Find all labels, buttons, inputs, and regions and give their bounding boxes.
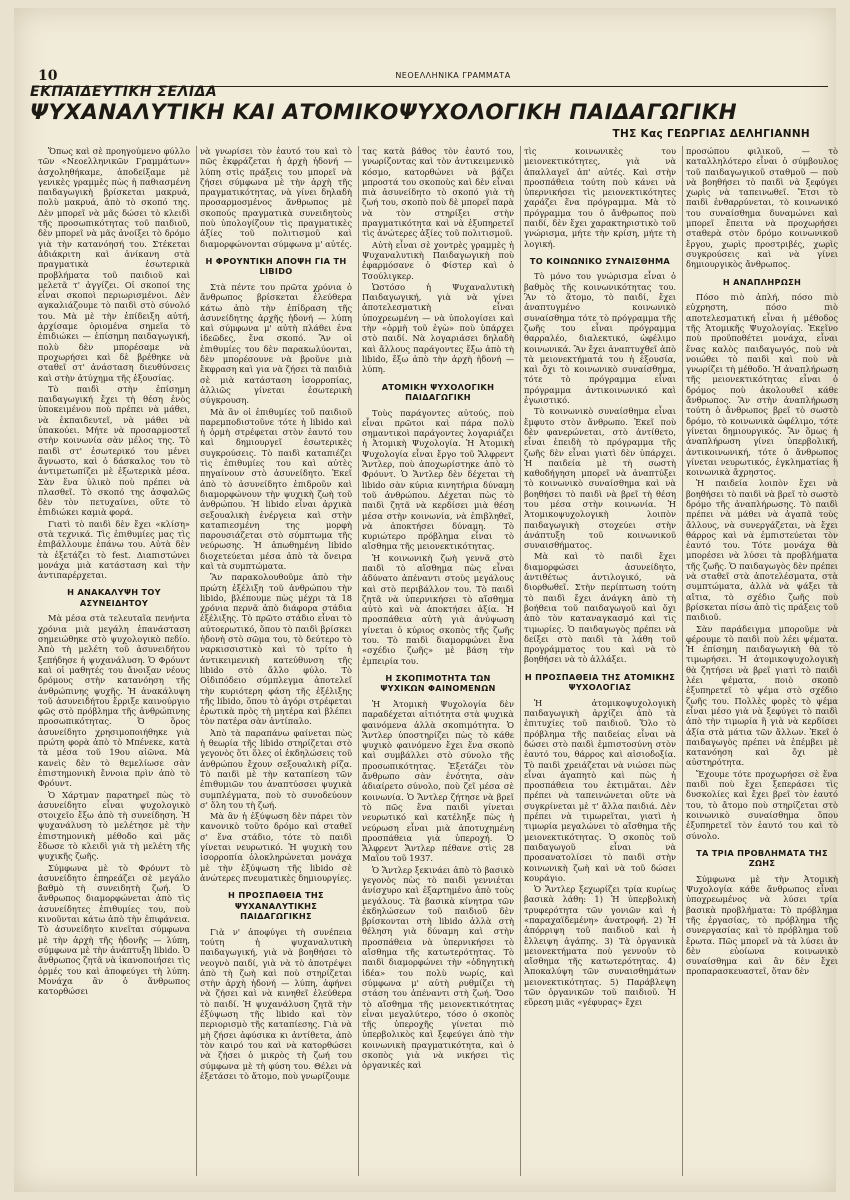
text-column-5 (686, 146, 838, 1181)
article-title: ΨΥΧΑΝΑΛΥΤΙΚΗ ΚΑΙ ΑΤΟΜΙΚΟΨΥΧΟΛΟΓΙΚΗ ΠΑΙΔΑΓΩΓΙΚΗ (30, 100, 737, 125)
paragraph: Ἀπὸ τὰ παραπάνω φαίνεται πὼς ἡ θεωρία τῆς libido στηρίζεται στὸ γεγονὸς ὅτι ὅλες οἱ ἐκδηλώσεις τοῦ ἀνθρώπου ἔχουν σεξουαλικὴ ρίζα. Τὸ παιδὶ μὲ τὴν καταπίεση τῶν ἐπιθυμιῶν του ἀναπτύσσει ψυχικὰ συμπλέγματα, ποὺ τὸ συνοδεύουν σ' ὅλη του τὴ ζωή. (200, 727, 352, 810)
paragraph: Ἔχουμε τότε προχωρήσει σὲ ἕνα παιδὶ ποὺ ἔχει ξεπεράσει τὶς δυσκολίες καὶ ἔχει βρεῖ τὸν ἑαυτό του, τὸ ἄτομο ποὺ στηρίζεται στὸ κοινωνικὸ συναίσθημα ὅπου ἐξυπηρετεῖ τὸν ἑαυτό του καὶ τὸ σύνολο. (686, 768, 838, 841)
column-divider (358, 146, 359, 1176)
subheading: ΤΟ ΚΟΙΝΩΝΙΚΟ ΣΥΝΑΙΣΘΗΜΑ (529, 255, 671, 266)
paragraph: Ὁ Ἄντλερ ξεχωρίζει τρία κυρίως βασικὰ λάθη: 1) Ἡ ὑπερβολικὴ τρυφερότητα τῶν γονιῶν καὶ ἡ «παραχαϊδεμένη» ἀνατροφή. 2) Ἡ ἀπόρριψη τοῦ παιδιοῦ καὶ ἡ ἔλλειψη ἀγάπης. 3) Τὰ ὀργανικὰ μειονεκτήματα ποὺ γεννοῦν τὸ αἴσθημα τῆς κατωτερότητας. 4) Ἀποκαλύψη τῶν συναισθημάτων μειονεκτικότητας. 5) Παράβλεψη τῶν ὀργανικῶν τοῦ παιδιοῦ. Ἡ εὕρεση μιᾶς «γέφυρας» ἔχει (524, 884, 676, 1008)
column-divider (196, 146, 197, 1176)
journal-title: ΝΕΟΕΛΛΗΝΙΚΑ ΓΡΑΜΜΑΤΑ (395, 71, 511, 80)
paragraph: Αὐτὴ εἶναι σὲ χοντρὲς γραμμὲς ἡ Ψυχαναλυτικὴ Παιδαγωγικὴ ποὺ ἐφαρμόσανε ὁ Φίστερ καὶ ὁ Τσούλιγκερ. (362, 239, 514, 281)
paragraph: Τὸ κοινωνικὸ συναίσθημα εἶναι ἔμφυτο στὸν ἄνθρωπο. Ἐκεῖ ποὺ δὲν φανερώνεται, στὸ ἀντίθετο, εἶναι ἐπειδὴ τὸ πρόγραμμα τῆς ζωῆς δὲν εἶναι γιατὶ δὲν ὑπάρχει. Ἡ παιδεία μὲ τὴ σωστὴ καθοδήγηση μπορεῖ νὰ ἀναπτύξει τὸ κοινωνικὸ συναίσθημα καὶ νὰ βοηθήσει τὸ παιδὶ νὰ βρεῖ τὴ θέση του μέσα στὴν κοινωνία. Ἡ Ἀτομικοψυχολογικὴ λοιπὸν παιδαγωγικὴ στοχεύει στὴν ἀνάπτυξη τοῦ κοινωνικοῦ συναισθήματος. (524, 406, 676, 551)
paragraph: Σύμφωνα μὲ τὴν Ἀτομικὴ Ψυχολογία κάθε ἄνθρωπος εἶναι ὑποχρεωμένος νὰ λύσει τρία βασικὰ προβλήματα: Τὸ πρόβλημα τῆς ἐργασίας, τὸ πρόβλημα τῆς συνεργασίας καὶ τὸ πρόβλημα τοῦ ἔρωτα. Πῶς μπορεῖ νὰ τὰ λύσει ἀν δὲν εὐοίωνα κοινωνικὸ συναίσθημα καὶ ἂν δὲν ἔχει προπαρασκευαστεῖ, ὅταν δὲν (686, 873, 838, 977)
paragraph: Ὁ Χάρτμαν παρατηρεῖ πὼς τὸ ἀσυνείδητο εἶναι ψυχολογικὸ στοιχεῖο ἔξω ἀπὸ τὴ συνείδηση. Ἡ ψυχανάλυση τὸ μελέτησε μὲ τὴν ἐπιστημονικὴ μέθοδο καὶ μᾶς ἔδωσε τὸ κλειδὶ γιὰ τὴ μελέτη τῆς ψυχικῆς ζωῆς. (38, 789, 190, 862)
paragraph: Ὁ Ἄντλερ ξεκινάει ἀπὸ τὸ βασικὸ γεγονὸς πὼς τὸ παιδὶ γεννιέται ἀνίσχυρο καὶ ἐξαρτημένο ἀπὸ τοὺς μεγάλους. Τὰ βασικὰ κίνητρα τῶν ἐκδηλώσεων τοῦ παιδιοῦ δὲν βρίσκονται στὴ libido ἀλλὰ στὴ θέληση γιὰ δύναμη καὶ στὴν προσπάθεια νὰ ὑπερνικήσει τὸ αἴσθημα τῆς κατωτερότητας. Τὸ παιδὶ διαμορφώνει τὴν «ὁδηγητικὴ ἰδέα» του πολὺ νωρίς, καὶ σύμφωνα μ' αὐτὴ ρυθμίζει τὴ στάση του ἀπέναντι στὴ ζωή. Ὅσο τὸ αἴσθημα τῆς μειονεκτικότητας εἶναι μεγαλύτερο, τόσο ὁ σκοπὸς τῆς ὑπεροχῆς γίνεται πιὸ ὑπερβολικὸς καὶ ξεφεύγει ἀπὸ τὴν κοινωνικὴ πραγματικότητα, καὶ ὁ σκοπὸς γιὰ νὰ νικήσει τὶς ὀργανικές καὶ (362, 864, 514, 1071)
paragraph: Γιὰ ν' ἀποφύγει τὴ συνέπεια τούτη ἡ ψυχαναλυτικὴ παιδαγωγική, γιὰ νὰ βοηθήσει τὸ νεογνὸ παιδί, γιὰ νὰ τὸ ἀποτρέψει ἀπὸ τὴ ζωὴ καὶ ποὺ στηρίζεται στὴν ἀρχὴ ἡδονή — λύπη, ἀφήνει νὰ ζήσει καὶ νὰ κινηθεῖ ἐλεύθερα τὸ παιδί. Ἡ ψυχανάλυση ζητᾶ τὴν ἐξύψωση τῆς libido καὶ τὸν περιορισμὸ τῆς καταπίεσης. Γιὰ νὰ μὴ ζήσει ἀφύσικα κι ἀντίθετα, ἀπὸ τὸν καιρό του καὶ νὰ κατορθώσει νὰ ζήσει ὁ μικρὸς τὴ ζωή του σύμφωνα μὲ τὴ φύση του. Θέλει νὰ ἐξετάσει τὸ ἄτομο, ποὺ γνωρίζουμε (200, 926, 352, 1081)
subheading: Η ΑΝΑΚΑΛΥΨΗ ΤΟΥ ΑΣΥΝΕΙΔΗΤΟΥ (67, 587, 161, 608)
text-column-1 (38, 146, 190, 1181)
paragraph: Ἡ ἀτομικοψυχολογικὴ παιδαγωγικὴ ἀρχίζει ἀπὸ τὰ ἐπιτυχίες τοῦ παιδιοῦ. Ὅλο τὸ πρόβλημα τῆς παιδείας εἶναι νὰ δώσει στὸ παιδὶ ἐμπιστοσύνη στὸν ἑαυτό του, θάρρος καὶ αἰσιοδοξία. Τὸ παιδὶ χρειάζεται νὰ νιώσει πὼς εἶναι ἀγαπητὸ καὶ πὼς ἡ προσπάθεια του ἐκτιμᾶται. Δὲν πρέπει νὰ ταπεινώνεται οὔτε νὰ συγκρίνεται μὲ τ' ἄλλα παιδιά. Δὲν πρέπει νὰ τιμωρεῖται, γιατὶ ἡ τιμωρία μεγαλώνει τὸ αἴσθημα τῆς μειονεκτικότητας. Ὁ σκοπὸς τοῦ παιδαγωγοῦ εἶναι νὰ προσανατολίσει τὸ παιδὶ στὴν κοινωνικὴ ζωὴ καὶ νὰ τοῦ δώσει κουράγιο. (524, 697, 676, 883)
paragraph: τας κατὰ βάθος τὸν ἑαυτό του, γνωρίζοντας καὶ τὸν ἀντικειμενικὸ κόσμο, κατορθώνει νὰ βάζει μπροστά του σκοποὺς καὶ δὲν εἶναι πιὰ ἀσυνείδητο τὸ σκοπό γιὰ τὴ ζωή του, σκοπὸ ποὺ δὲ μπορεῖ παρὰ νὰ τὸν στηρίξει στὴν πραγματικότητα καὶ νὰ ἐξυπηρετεῖ τὶς ἀνώτερες ἀξίες τοῦ πολιτισμοῦ. (362, 146, 514, 239)
column-divider (520, 146, 521, 1176)
paragraph: Μὰ μέσα στὰ τελευταῖα πενήντα χρόνια μιὰ μεγάλη ἐπανάσταση σημειώθηκε στὸ ψυχολογικὸ πεδίο. Ἀπὸ τὴ μελέτη τοῦ ἀσυνειδήτου ξεπήδησε ἡ ψυχανάλυση. Ὁ Φρόυντ καὶ οἱ μαθητές του ἄνοιξαν νέους δρόμους στὴν κατανόηση τῆς ἀνθρώπινης ψυχῆς. Ἡ ἀνακάλυψη τοῦ ἀσυνειδήτου ἔρριξε καινούργιο φῶς στὸ πρόβλημα τῆς ἀνθρώπινης προσωπικότητας. Ὁ ὅρος ἀσυνείδητο χρησιμοποιήθηκε γιὰ πρώτη φορὰ ἀπὸ τὸ Μπένεκε, κατὰ τὰ μέσα τοῦ 19ου αἰῶνα. Μὰ κανεὶς δὲν τὸ θεμελίωσε σὰν ἐπιστημονικὴ ἔννοια πρὶν ἀπὸ τὸ Φρόυντ. (38, 613, 190, 789)
paragraph: Ἂν παρακολουθοῦμε ἀπὸ τὴν πρώτη ἐξέλιξη τοῦ ἀνθρώπου τὴν libido, βλέπουμε πὼς μέχρι τὰ 18 χρόνια περνᾶ ἀπὸ διάφορα στάδια ἐξέλιξης. Τὸ πρῶτο στάδιο εἶναι τὸ αὐτοερωτικό, ὅπου τὸ παιδὶ βρίσκει ἡδονὴ στὸ σῶμα του, τὸ δεύτερο τὸ ναρκισσιστικὸ καὶ τὸ τρίτο ἡ ἀντικειμενικὴ κατεύθυνση τῆς libido στὸ ἄλλο φύλο. Τὸ Οἰδιπόδειο σύμπλεγμα ἀποτελεῖ τὴν κυριότερη φάση τῆς ἐξέλιξης τῆς libido, ὅπου τὸ ἀγόρι στρέφεται ἐρωτικὰ πρὸς τὴ μητέρα καὶ βλέπει τὸν πατέρα σὰν ἀντίπαλο. (200, 572, 352, 727)
paragraph: Γιατὶ τὸ παιδὶ δὲν ἔχει «κλίση» στὰ τεχνικά. Τὶς ἐπιθυμίες μας τὶς ἐπιβάλλουμε ἐπάνω του. Αὐτὰ δὲν τὰ ἐξετάζει τὸ fest. Διαπιστώνει μονάχα μιὰ κατάσταση καὶ τὴν ἀντιπαρέρχεται. (38, 518, 190, 581)
paragraph: Μὰ ἂν οἱ ἐπιθυμίες τοῦ παιδιοῦ παρεμποδιστοῦνε τότε ἡ libido καὶ ἡ ὁρμὴ στρέφεται στὸν ἑαυτό του καὶ δημιουργεῖ ἐσωτερικὲς συγκρούσεις. Τὸ παιδὶ καταπιέζει τὶς ἐπιθυμίες του καὶ αὐτὲς πηγαίνουν στὸ ἀσυνείδητο. Ἐκεῖ ἀπὸ τὸ ἀσυνείδητο ἐπιδροῦν καὶ διαμορφώνουν τὴν ψυχικὴ ζωὴ τοῦ ἀνθρώπου. Ἡ libido εἶναι ἀρχικὰ σεξουαλικὴ ἐνέργεια καὶ στὴν καταπιεσμένη της μορφὴ παρουσιάζεται στὸ σύμπτωμα τῆς νεύρωσης. Ἡ ἀπωθημένη libido διοχετεύεται μέσα ἀπὸ τὰ ὄνειρα καὶ τὰ συμπτώματα. (200, 406, 352, 571)
paragraph: Ἡ Ἀτομικὴ Ψυχολογία δὲν παραδέχεται αἰτιότητα στὰ ψυχικὰ φαινόμενα ἀλλὰ σκοπιμότητα. Ὁ Ἄντλερ ὑποστηρίζει πὼς τὸ κάθε ψυχικὸ φαινόμενο ἔχει ἕνα σκοπὸ καὶ συμβάλλει στὸ σύνολο τῆς προσωπικότητας. Ἐξετάζει τὸν ἄνθρωπο σὰν ἑνότητα, σὰν ἀδιαίρετο σύνολο, ποὺ ζεῖ μέσα σὲ κοινωνία. Ὁ Ἄντλερ ζήτησε νὰ βρεῖ τὸ πῶς ἕνα παιδὶ γίνεται νευρωτικό καὶ κατέληξε πὼς ἡ νεύρωση εἶναι μιὰ ἀποτυχημένη προσπάθεια γιὰ ὑπεροχή. Ὁ Ἄλφρεντ Ἄντλερ πέθανε στὶς 28 Μαΐου τοῦ 1937. (362, 698, 514, 864)
paragraph: Ὡστόσο ἡ Ψυχαναλυτικὴ Παιδαγωγική, γιὰ νὰ γίνει ἀποτελεσματικὴ εἶναι ὑποχρεωμένη — νὰ ὑπολογίσει καὶ τὴν «ὁρμὴ τοῦ ἐγὼ» ποὺ ὑπάρχει στὸ παιδί. Νὰ λογαριάσει δηλαδὴ καὶ ἄλλους παράγοντες ἔξω ἀπὸ τὴ libido, ἔξω ἀπὸ τὴν ἀρχὴ ἡδονή — λύπη. (362, 281, 514, 375)
subheading: Η ΠΡΟΣΠΑΘΕΙΑ ΤΗΣ ΑΤΟΜΙΚΗΣ ΨΥΧΟΛΟΓΙΑΣ (524, 671, 676, 693)
paragraph: Τὸ μόνο του γνώρισμα εἶναι ὁ βαθμὸς τῆς κοινωνικότητας του. Ἂν τὸ ἄτομο, τὸ παιδί, ἔχει ἀναπτυγμένο κοινωνικὸ συναίσθημα τότε τὸ πρόγραμμα τῆς ζωῆς του εἶναι πρόγραμμα θαρραλέο, διαλεκτικό, ὠφέλιμο κοινωνικά. Ἂν ἔχει ἀναπτυχθεῖ ἀπὸ τὰ μειονεκτήματά του ἡ ἐξουσία, καὶ ὄχι τὸ κοινωνικὸ συναίσθημα, τότε τὸ πρόγραμμα εἶναι πρόγραμμα ἀντικοινωνικό καὶ ἐγωιστικό. (524, 271, 676, 406)
paragraph: προσώπου φιλικοῦ, — τὸ καταλληλότερο εἶναι ὁ σύμβουλος τοῦ παιδαγωγικοῦ σταθμοῦ — ποὺ νὰ βοηθήσει τὸ παιδὶ νὰ ξεφύγει χωρὶς νὰ ταπεινωθεῖ. Ἔτσι τὸ παιδὶ ἐνθαρρύνεται, τὸ κοινωνικό του συναίσθημα δυναμώνει καὶ μπορεῖ ἔπειτα νὰ προχωρήσει σταθερὰ στὸν δρόμο κοινωνικοῦ ἔργου, χωρὶς προστριβές, χωρὶς συγκρούσεις καὶ νὰ γίνει δημιουργικὸς ἄνθρωπος. (686, 146, 838, 270)
paragraph: Σὰν παράδειγμα μποροῦμε νὰ φέρουμε τὸ παιδὶ ποὺ λέει ψέματα. Ἡ ἐπίσημη παιδαγωγικὴ θὰ τὸ τιμωρήσει. Ἡ ἀτομικοψυχολογικὴ θὰ ζητήσει νὰ βρεῖ γιατὶ τὸ παιδὶ λέει ψέματα, ποιὸ σκοπὸ ἐξυπηρετεῖ τὸ ψέμα στὸ σχέδιο ζωῆς του. Πολλὲς φορὲς τὸ ψέμα εἶναι μέσο γιὰ νὰ ξεφύγει τὸ παιδὶ ἀπὸ τὴν τιμωρία ἢ γιὰ νὰ κερδίσει ἀξία στὰ μάτια τῶν ἄλλων. Ἐκεῖ ὁ παιδαγωγὸς πρέπει νὰ ἐπέμβει μὲ κατανόηση καὶ ὄχι μὲ αὐστηρότητα. (686, 623, 838, 768)
section-label: ΕΚΠΑΙΔΕΥΤΙΚΗ ΣΕΛΙΔΑ (30, 84, 218, 100)
paragraph: Μὰ ἂν ἡ ἐξύψωση δὲν πάρει τὸν κανονικὸ τοῦτο δρόμο καὶ σταθεῖ σ' ἕνα στάδιο, τότε τὸ παιδὶ γίνεται νευρωτικό. Ἡ ψυχικὴ του ἰσορροπία ὁλοκληρώνεται μονάχα μὲ τὴν ἐξύψωση τῆς libido σὲ ἀνώτερες πνευματικὲς δημιουργίες. (200, 811, 352, 883)
text-column-2 (200, 146, 352, 1181)
subheading: Η ΣΚΟΠΙΜΟΤΗΤΑ ΤΩΝ ΨΥΧΙΚΩΝ ΦΑΙΝΟΜΕΝΩΝ (380, 672, 496, 694)
paragraph: Τοὺς παράγοντες αὐτούς, ποὺ εἶναι πρῶτοι καὶ πάρα πολὺ σημαντικοὶ παράγοντες λογαριάζει ἡ Ἀτομικὴ Ψυχολογία. Ἡ Ἀτομικὴ Ψυχολογία εἶναι ἔργο τοῦ Ἄλφρεντ Ἄντλερ, ποὺ ἀποχωρίστηκε ἀπὸ τὸ Φρόυντ. Ὁ Ἄντλερ δὲν δέχεται τὴ libido σὰν κύρια κινητήρια δύναμη τοῦ ἀνθρώπου. Δέχεται πὼς τὸ παιδὶ ζητᾶ νὰ κερδίσει μιὰ θέση μέσα στὴν κοινωνία, νὰ ἐπιβληθεῖ, νὰ ἀποκτήσει δύναμη. Τὸ κυριώτερο πρόβλημα εἶναι τὸ αἴσθημα τῆς μειονεκτικότητας. (362, 407, 514, 552)
paragraph: Στὰ πέντε του πρῶτα χρόνια ὁ ἄνθρωπος βρίσκεται ἐλεύθερα κάτω ἀπὸ τὴν ἐπίδραση τῆς ἀσυνείδητης ἀρχῆς ἡδονή — λύπη καὶ σύμφωνα μ' αὐτὴ πλάθει ἐνα ἰδεῶδες, ἕνα σκοπό. Ἂν οἱ ἐπιθυμίες του δὲν παρακωλύονται, δὲν μπορέσουνε νὰ βροῦνε μιὰ ἔκφραση καὶ για νὰ ζήσει τὰ παιδιὰ σὲ μιὰ κατάσταση ἰσορροπίας, ἀλλιῶς γίνεται ἐσωτερικὴ σύγκρουση. (200, 281, 352, 406)
article-byline: ΤΗΣ Κας ΓΕΩΡΓΙΑΣ ΔΕΛΗΓΙΑΝΝΗ (612, 128, 810, 140)
subheading: ΑΤΟΜΙΚΗ ΨΥΧΟΛΟΓΙΚΗ ΠΑΙΔΑΓΩΓΙΚΗ (381, 381, 495, 403)
paragraph: νὰ γνωρίσει τὸν ἑαυτό του καὶ τὸ πῶς ἐκφράζεται ἡ ἀρχὴ ἡδονή — λύπη στὶς πράξεις του μπορεῖ νὰ ζήσει σύμφωνα μὲ τὴν ἀρχὴ τῆς πραγματικότητας, νὰ γίνει δηλαδὴ προσαρμοσμένος ἄνθρωπος μὲ σκοπούς πραγματικὰ συνειδητοὺς ποὺ ὑπολογίζουν τὶς πραγματικὲς ἀξίες τοῦ πολιτισμοῦ καὶ διαμορφώνονται σύμφωνα μ' αὐτές. (200, 146, 352, 249)
subheading: Η ΦΡΟΥΝΤΙΚΗ ΑΠΟΨΗ ΓΙΑ ΤΗ LIBIDO (205, 255, 347, 277)
paragraph: Μὰ καὶ τὸ παιδὶ ἔχει διαμορφώσει ἀσυνείδητο, ἀντιθέτως ἀντιλογικό, νὰ διορθωθεῖ. Στὴν περίπτωση τούτη τὸ παιδὶ ἔχει ἀνάγκη ἀπὸ τὴ βοήθεια τοῦ παιδαγωγοῦ καὶ ὄχι ἀπὸ τὸν καταναγκασμό καὶ τὶς τιμωρίες. Ὁ παιδαγωγὸς πρέπει νὰ δείξει στὸ παιδὶ τὰ λάθη τοῦ προγράμματος του καὶ νὰ τὸ βοηθήσει νὰ τὸ ἀλλάξει. (524, 551, 676, 665)
subheading: Η ΑΝΑΠΛΗΡΩΣΗ (722, 276, 802, 287)
paragraph: Ἡ παιδεία λοιπὸν ἔχει νὰ βοηθήσει τὸ παιδὶ νὰ βρεῖ τὸ σωστὸ δρόμο τῆς ἀναπλήρωσης. Τὸ παιδὶ πρέπει νὰ μάθει νὰ ἀγαπᾶ τοὺς ἄλλους, νὰ συνεργάζεται, νὰ ἔχει θάρρος καὶ νὰ ἐμπιστεύεται τὸν ἑαυτό του. Τότε μονάχα θὰ μπορέσει νὰ λύσει τὰ προβλήματα τῆς ζωῆς. Ὁ παιδαγωγὸς δὲν πρέπει νὰ σταθεῖ στὰ ἀποτελέσματα, στὰ συμπτώματα, ἀλλὰ νὰ ψάξει τὰ αἴτια, τὸ σχέδιο ζωῆς ποὺ βρίσκεται πίσω ἀπὸ τὶς πράξεις τοῦ παιδιοῦ. (686, 478, 838, 623)
page-number: 10 (38, 68, 58, 84)
column-divider (682, 146, 683, 1176)
paragraph: Ὅπως καὶ σὲ προηγούμενο φύλλο τῶν «Νεοελληνικῶν Γραμμάτων» ἀσχοληθήκαμε, ἀποδείξαμε μὲ γενικὲς γραμμὲς πὼς ἡ παθιασμένη παιδαγωγικὴ βρίσκεται μακρυά, πολὺ μακρυά, ἀπὸ τὸ σκοπό της. Δὲν μπορεῖ νὰ μᾶς δώσει τὸ κλειδὶ τῆς προσωπικότητας τοῦ παιδιοῦ, δὲν μπορεῖ νὰ μᾶς ἀνοίξει τὸ δρόμο γιὰ τὴν κατανόησή του. Στέκεται ἀδιάκριτη καὶ ἀνίκανη στὰ πραγματικὰ ἐσωτερικὰ προβλήματα τοῦ παιδιοῦ καὶ μελετᾶ τ' ἀγγίζει. Οἱ σκοποί της εἶναι σκοποὶ περιωρισμένοι. Δὲν αγκαλιάζουμε τὸ παιδὶ στὸ σύνολό του. Μὰ μὲ τὴν ἐπίδειξη αὐτή, ἀρχίσαμε ὁριομένα σημεῖα τὸ ἐπιδιώκει — ἐπίσημη παιδαγωγική, πολὺ δὲν μπορέσαμε νὰ προχωρήσει καὶ δὲ βρέθηκε νὰ σταθεῖ στ' ἀνάσταση διευθύνσεις καὶ στὴν ἀτύχημα τῆς ἐξουσίας. (38, 146, 190, 383)
text-column-4 (524, 146, 676, 1181)
subheading: ΤΑ ΤΡΙΑ ΠΡΟΒΛΗΜΑΤΑ ΤΗΣ ΖΩΗΣ (696, 847, 828, 869)
subheading: Η ΠΡΟΣΠΑΘΕΙΑ ΤΗΣ ΨΥΧΑΝΑΛΥΤΙΚΗΣ ΠΑΙΔΑΓΩΓΙΚΗΣ (228, 890, 324, 922)
paragraph: Τὸ παιδὶ στὴν ἐπίσημη παιδαγωγική ἔχει τὴ θέση ἑνὸς ὑποκειμένου ποὺ πρέπει νὰ μάθει, νὰ ἐκπαιδευτεῖ, νὰ μάθει νὰ ὑπακούει. Μήτε νὰ προσαρμοστεῖ στὴν κοινωνία σὰν μέλος της. Τὸ παιδὶ στ' ἐσωτερικό του μένει ἄγνωστο, καὶ ὁ δάσκαλος του τὸ ἀντιμετωπίζει μὲ ἐξωτερικὰ μέσα. Σὰν ἕνα ὑλικὸ ποὺ πρέπει νὰ πλασθεῖ. Τὸ σκοπό της ἀσφαλῶς δὲν τὸν πετυχαίνει, οὔτε τὸ ἐπιδιώκει καμιὰ φορά. (38, 383, 190, 518)
text-column-3 (362, 146, 514, 1181)
paragraph: τὶς κοινωνικὲς του μειονεκτικότητες, γιὰ νὰ ἀπαλλαγεῖ ἀπ' αὐτές. Καὶ στὴν προσπάθεια τούτη ποὺ κάνει νὰ ὑπερνικήσει τὶς μειονεκτικότητες χαράζει ἕνα πρόγραμμα. Μὰ τὸ πρόγραμμα του ὁ ἄνθρωπος ποὺ παιδί, δὲν ἔχει χαρακτηριστικὸ τοῦ γνώρισμα, μήτε τὴν κρίση, μήτε τὴ λογική. (524, 146, 676, 249)
paragraph: Ἡ κοινωνικὴ ζωὴ γεννᾶ στὸ παιδὶ τὸ αἴσθημα πὼς εἶναι ἀδύνατο ἀπέναντι στοὺς μεγάλους καὶ στὸ περιβάλλον του. Τὸ παιδὶ ζητᾶ νὰ ὑπερνικήσει τὸ αἴσθημα αὐτὸ καὶ νὰ ἀποκτήσει ἀξία. Ἡ προσπάθεια αὐτὴ γιὰ ἀνύψωση γίνεται ὁ κύριος σκοπὸς τῆς ζωῆς του. Τὸ παιδὶ διαμορφώνει ἕνα «σχέδιο ζωῆς» μὲ βάση τὴν ἐμπειρία του. (362, 552, 514, 666)
paragraph: Σύμφωνα μὲ τὸ Φρόυντ τὸ ἀσυνείδητο ἐπηρεάζει σὲ μεγάλο βαθμὸ τὴ συνειδητὴ ζωή. Ὁ ἄνθρωπος διαμορφώνεται ἀπὸ τὶς ἀσυνείδητες ἐπιθυμίες του, ποὺ κινοῦνται κάτω ἀπὸ τὴν ἐπιφάνεια. Τὸ ἀσυνείδητο κινεῖται σύμφωνα μὲ τὴν ἀρχὴ τῆς ἡδονῆς — λύπη, σύμφωνα μὲ τὴν ἀνάπτυξη libido. Ὁ ἄνθρωπος ζητᾶ νὰ ἱκανοποιήσει τὶς ὁρμές του καὶ ἀποφεύγει τὴ λύπη. Μονάχα ἂν ὁ ἄνθρωπος κατορθώσει (38, 862, 190, 997)
paragraph: Πόσο πιὸ ἁπλή, πόσο πιὸ εὐχρηστη, πόσο πιὸ αποτελεσματική εἶναι ἡ μέθοδος τῆς Ἀτομικῆς Ψυχολογίας. Ἐκεῖνο ποὺ προϋποθέτει μονάχα, εἶναι ἕνας καλὸς παιδαγωγός, ποὺ νὰ νοιώθει τὸ παιδὶ καὶ ποὺ νὰ γνωρίζει τὴ μέθοδο. Ἡ ἀναπλήρωση τῆς μειονεκτικότητας εἶναι ὁ δρόμος ποὺ ἀκολουθεῖ κάθε ἄνθρωπος. Ἂν στὴν ἀναπλήρωση τούτη ὁ ἄνθρωπος βρεῖ τὸ σωστὸ δρόμο, τὸ κοινωνικὰ ὠφέλιμο, τότε γίνεται δημιουργικός. Ἂν ὅμως ἡ ἀναπλήρωση γίνει ὑπερβολική, ἀντικοινωνική, τότε ὁ ἄνθρωπος γίνεται νευρωτικός, ἐγκληματίας ἢ κοινωνικὰ ἄχρηστος. (686, 292, 838, 478)
